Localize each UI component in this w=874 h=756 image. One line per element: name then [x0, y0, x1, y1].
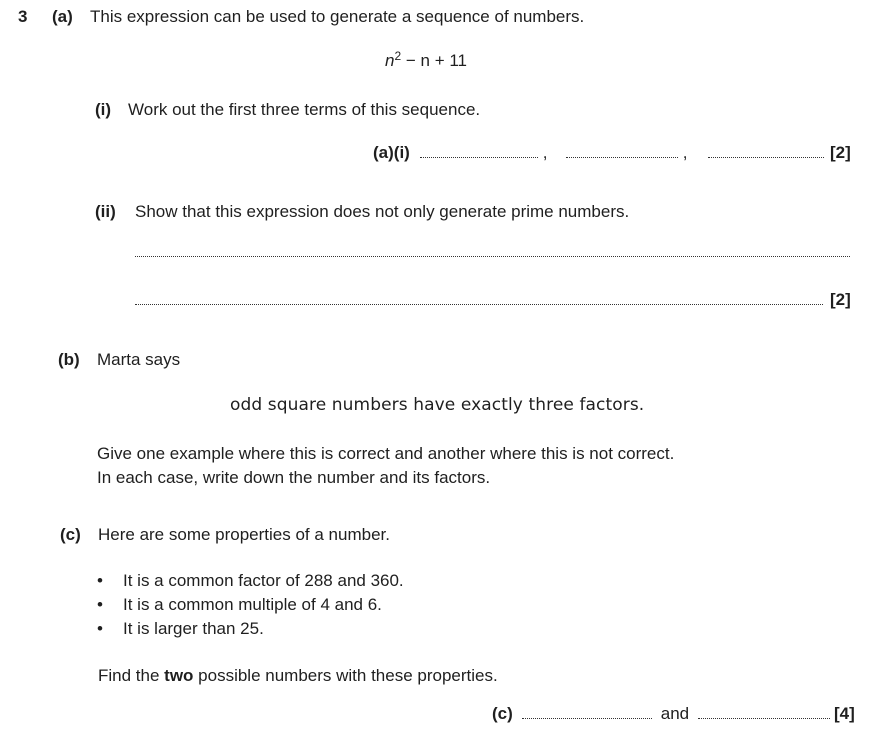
marta-quote: odd square numbers have exactly three factors.: [230, 395, 645, 415]
marks-a-ii: [2]: [830, 290, 851, 309]
bullet-text: It is a common factor of 288 and 360.: [123, 571, 404, 590]
answer-line-ii-1[interactable]: [135, 256, 850, 257]
bullet-item: [97, 619, 264, 639]
bullet-item: [97, 571, 404, 591]
part-a-text: This expression can be used to generate a sequence of numbers.: [90, 7, 585, 26]
answer-row-a-i-3: [708, 143, 824, 163]
and-word: and: [660, 704, 690, 723]
answer-row-a-i: [420, 143, 547, 163]
find-after: possible numbers with these properties.: [193, 666, 498, 685]
answer-blank-1[interactable]: [420, 143, 538, 158]
answer-blank-c-2[interactable]: [698, 704, 830, 719]
separator-1: ,: [542, 143, 548, 162]
answer-label-c: (c): [492, 704, 513, 723]
part-a-label: (a): [52, 7, 73, 26]
answer-blank-3[interactable]: [708, 143, 824, 158]
find-before: Find the: [98, 666, 165, 685]
bullet-dot-icon: •: [97, 619, 103, 638]
part-b-intro: Marta says: [97, 350, 181, 369]
part-c-label: (c): [60, 525, 81, 544]
answer-label-a-i: (a)(i): [373, 143, 410, 162]
sub-ii-text: Show that this expression does not only generate prime numbers.: [135, 202, 630, 221]
bullet-text: It is a common multiple of 4 and 6.: [123, 595, 382, 614]
sub-ii-label: (ii): [95, 202, 116, 221]
expression: [385, 51, 467, 71]
part-b-line1: Give one example where this is correct and another where this is not correct.: [97, 444, 675, 463]
part-c-intro: Here are some properties of a number.: [98, 525, 390, 544]
bullet-item: [97, 595, 382, 615]
find-bold: two: [164, 666, 194, 685]
sub-i-text: Work out the first three terms of this sequence.: [128, 100, 481, 119]
answer-row-c: [522, 704, 830, 724]
answer-blank-c-1[interactable]: [522, 704, 652, 719]
expression-base: n: [385, 51, 395, 70]
part-c-instruction: [98, 666, 498, 686]
part-b-label: (b): [58, 350, 80, 369]
bullet-text: It is larger than 25.: [123, 619, 264, 638]
bullet-dot-icon: •: [97, 571, 103, 590]
expression-rest: − n + 11: [401, 51, 468, 70]
separator-2: ,: [682, 143, 688, 162]
question-number: 3: [18, 7, 28, 26]
bullet-dot-icon: •: [97, 595, 103, 614]
marks-c: [4]: [834, 704, 855, 723]
answer-line-ii-2[interactable]: [135, 304, 823, 305]
marks-a-i: [2]: [830, 143, 851, 162]
part-b-line2: In each case, write down the number and its factors.: [97, 468, 491, 487]
answer-blank-2[interactable]: [566, 143, 678, 158]
expression-exponent: 2: [394, 49, 402, 63]
sub-i-label: (i): [95, 100, 112, 119]
answer-row-a-i-2: [566, 143, 687, 163]
